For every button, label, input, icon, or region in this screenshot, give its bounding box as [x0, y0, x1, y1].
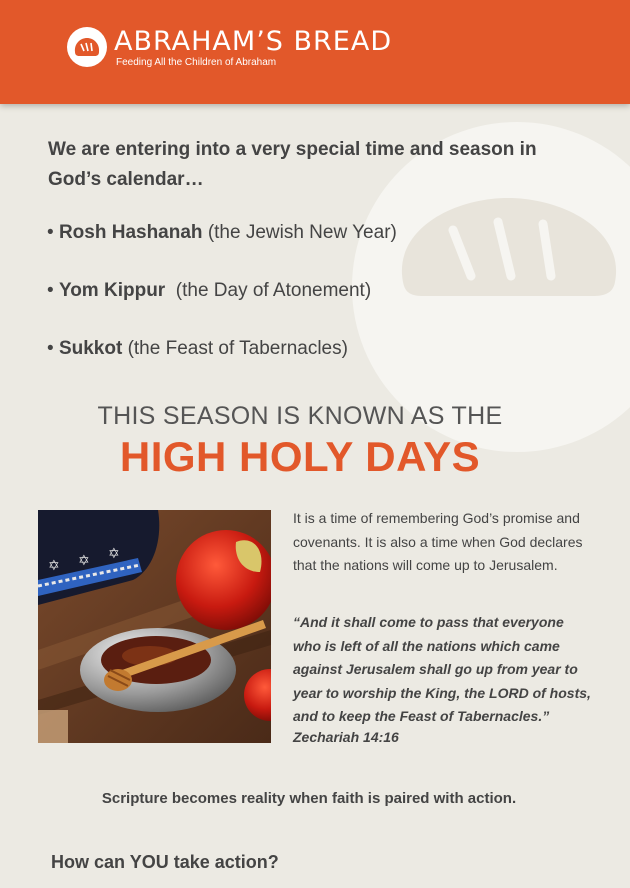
scripture-quote: “And it shall come to pass that everyone who is left of all the nations which came against Jerusalem shall go up from year to year to worship the King, the LORD of hosts, and to keep the Feast of Tabernacles.”	[293, 614, 591, 724]
bullet: •	[47, 338, 59, 359]
holiday-description: (the Jewish New Year)	[207, 222, 397, 243]
list-item	[47, 338, 348, 360]
bread-icon	[73, 36, 101, 58]
scripture-citation: Zechariah 14:16	[293, 729, 399, 745]
body-text: It is a time of remembering God’s promise and covenants. It is also a time when God declares that the nations will come up to Jerusalem.	[293, 510, 583, 573]
bullet: •	[47, 280, 59, 301]
list-item	[47, 280, 371, 302]
holiday-description: (the Feast of Tabernacles)	[127, 338, 348, 359]
season-intro: THIS SEASON IS KNOWN AS THE	[97, 402, 503, 430]
header-banner	[0, 0, 630, 104]
intro-heading: We are entering into a very special time and season in God’s calendar…	[48, 139, 537, 190]
holiday-name: Rosh Hashanah	[58, 222, 203, 243]
list-item	[47, 222, 397, 244]
svg-text:✡: ✡	[48, 558, 60, 574]
logo[interactable]	[67, 27, 107, 67]
svg-text:✡: ✡	[78, 553, 90, 569]
scripture-line: Scripture becomes reality when faith is paired with action.	[101, 790, 517, 807]
holiday-name: Yom Kippur	[58, 280, 166, 301]
svg-text:✡: ✡	[108, 546, 120, 562]
holiday-description: (the Day of Atonement)	[175, 280, 372, 301]
brand-name[interactable]: ABRAHAM’S BREAD	[114, 26, 393, 57]
bread-watermark-icon	[393, 190, 623, 300]
season-title: HIGH HOLY DAYS	[119, 433, 481, 480]
bullet: •	[47, 222, 59, 243]
holiday-photo	[38, 510, 271, 743]
call-to-action-heading: How can YOU take action?	[51, 852, 279, 872]
brand-tagline: Feeding All the Children of Abraham	[116, 57, 277, 68]
holiday-name: Sukkot	[58, 338, 123, 359]
